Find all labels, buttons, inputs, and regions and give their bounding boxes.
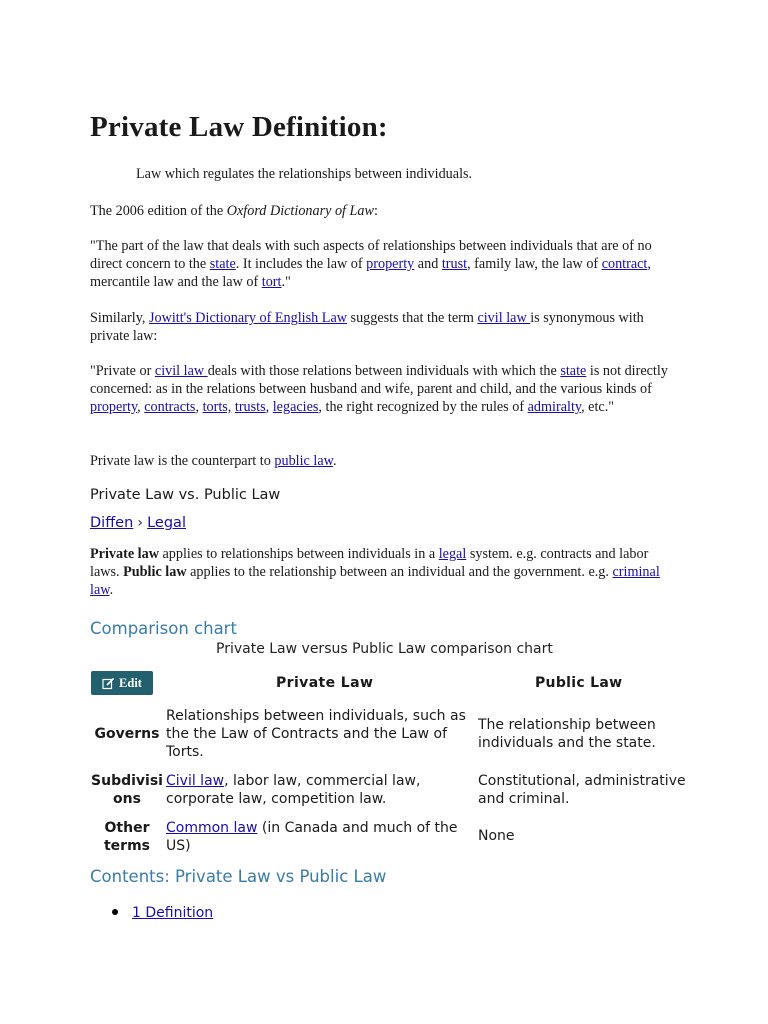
cell-subdivisions-private: [166, 772, 466, 808]
toc-item: [112, 905, 213, 921]
breadcrumb-separator-icon: ›: [137, 515, 144, 531]
edit-button[interactable]: [91, 671, 153, 695]
quote-text: and: [414, 256, 442, 272]
quote-text: .": [281, 274, 291, 290]
definition-text: Law which regulates the relationships between individuals.: [136, 166, 473, 182]
quote-text: , the right recognized by the rules of: [318, 399, 528, 415]
paragraph-text: is synonymous with private law:: [90, 310, 644, 344]
link-trust[interactable]: trust: [441, 256, 468, 272]
link-property[interactable]: property: [90, 399, 138, 415]
link-state[interactable]: state: [560, 363, 587, 379]
edit-icon: [102, 677, 115, 690]
jowitt-paragraph: [90, 309, 670, 345]
link-property[interactable]: property: [366, 256, 415, 272]
paragraph-text: .: [109, 582, 114, 598]
breadcrumb: [90, 515, 186, 531]
link-public-law[interactable]: public law: [274, 453, 333, 469]
column-header-private-law: Private Law: [276, 675, 374, 691]
cell-other-terms-private: [166, 819, 466, 855]
link-civil-law-table[interactable]: Civil law: [166, 773, 225, 789]
quote-text: "Private or: [90, 363, 155, 379]
edition-text: The 2006 edition of the: [90, 203, 227, 219]
breadcrumb-legal-link[interactable]: Legal: [147, 515, 186, 531]
quote-text: "The part of the law that deals with such aspects of relationships between individuals that are of no direct concern to the: [90, 238, 652, 272]
contents-heading: Contents: Private Law vs Public Law: [90, 867, 387, 886]
comparison-chart-heading: Comparison chart: [90, 619, 237, 638]
quote-text: , mercantile law and the law of: [90, 256, 651, 290]
quote-text: , family law, the law of: [467, 256, 602, 272]
counterpart-paragraph: [90, 452, 690, 470]
link-civil-law[interactable]: civil law: [154, 363, 208, 379]
comparison-chart-caption: Private Law versus Public Law comparison chart: [216, 641, 553, 657]
link-trusts[interactable]: trusts: [234, 399, 266, 415]
cell-governs-private: Relationships between individuals, such as the the Law of Contracts and the Law of Torts.: [166, 708, 466, 760]
link-contracts[interactable]: contracts: [144, 399, 196, 415]
cell-subdivisions-public: Constitutional, administrative and criminal.: [478, 773, 686, 807]
paragraph-text: .: [332, 453, 337, 469]
cell-text: , labor law, commercial law, corporate law, competition law.: [166, 773, 421, 807]
separator: ,: [137, 399, 145, 415]
paragraph-text: Similarly,: [90, 310, 149, 326]
row-header-governs: Governs: [94, 726, 160, 742]
toc-link-definition[interactable]: 1 Definition: [132, 905, 214, 921]
link-jowitts-dictionary[interactable]: Jowitt's Dictionary of English Law: [148, 310, 347, 326]
cell-governs-public: The relationship between individuals and the state.: [478, 717, 656, 751]
cell-text: (in Canada and much of the US): [166, 820, 458, 854]
edit-button-label: Edit: [119, 676, 142, 690]
column-header-public-law: Public Law: [535, 675, 623, 691]
separator: ,: [195, 399, 203, 415]
public-law-bold: Public law: [123, 564, 187, 580]
link-contract[interactable]: contract: [601, 256, 648, 272]
link-common-law[interactable]: Common law: [166, 820, 258, 836]
link-legal[interactable]: legal: [438, 546, 467, 562]
breadcrumb-home-link[interactable]: Diffen: [90, 515, 134, 531]
toc-list: [112, 905, 213, 921]
cell-other-terms-public: None: [478, 828, 515, 844]
quote-text: deals with those relations between individuals with which the: [207, 363, 561, 379]
edition-paragraph: [90, 202, 690, 220]
paragraph-text: suggests that the term: [347, 310, 478, 326]
paragraph-text: applies to relationships between individuals in a: [158, 546, 439, 562]
edition-colon: :: [374, 203, 378, 219]
row-header-other-terms: Other terms: [103, 820, 150, 854]
quote-jowitt: [90, 362, 670, 416]
section-title-vs: Private Law vs. Public Law: [90, 487, 281, 503]
quote-text: . It includes the law of: [235, 256, 367, 272]
page-title: Private Law Definition:: [90, 111, 388, 143]
applies-paragraph: [90, 545, 680, 599]
oxford-dictionary-title: Oxford Dictionary of Law: [226, 203, 374, 219]
link-criminal-law[interactable]: criminal law: [90, 564, 660, 598]
quote-text: is not directly concerned: as in the relations between husband and wife, parent and child, and the various kinds of: [90, 363, 668, 397]
quote-text: , etc.": [581, 399, 615, 415]
link-torts[interactable]: torts,: [202, 399, 232, 415]
paragraph-text: applies to the relationship between an individual and the government. e.g.: [186, 564, 613, 580]
private-law-bold: Private law: [90, 546, 159, 562]
paragraph-text: system. e.g. contracts and labor laws.: [90, 546, 649, 580]
link-admiralty[interactable]: admiralty: [527, 399, 582, 415]
link-legacies[interactable]: legacies: [272, 399, 319, 415]
quote-oxford: [90, 237, 680, 291]
paragraph-text: Private law is the counterpart to: [90, 453, 275, 469]
link-civil-law[interactable]: civil law: [477, 310, 531, 326]
bullet-icon: [112, 909, 118, 915]
link-tort[interactable]: tort: [261, 274, 282, 290]
link-state[interactable]: state: [209, 256, 236, 272]
row-header-subdivisions: Subdivisi ons: [91, 773, 163, 807]
separator: ,: [265, 399, 273, 415]
